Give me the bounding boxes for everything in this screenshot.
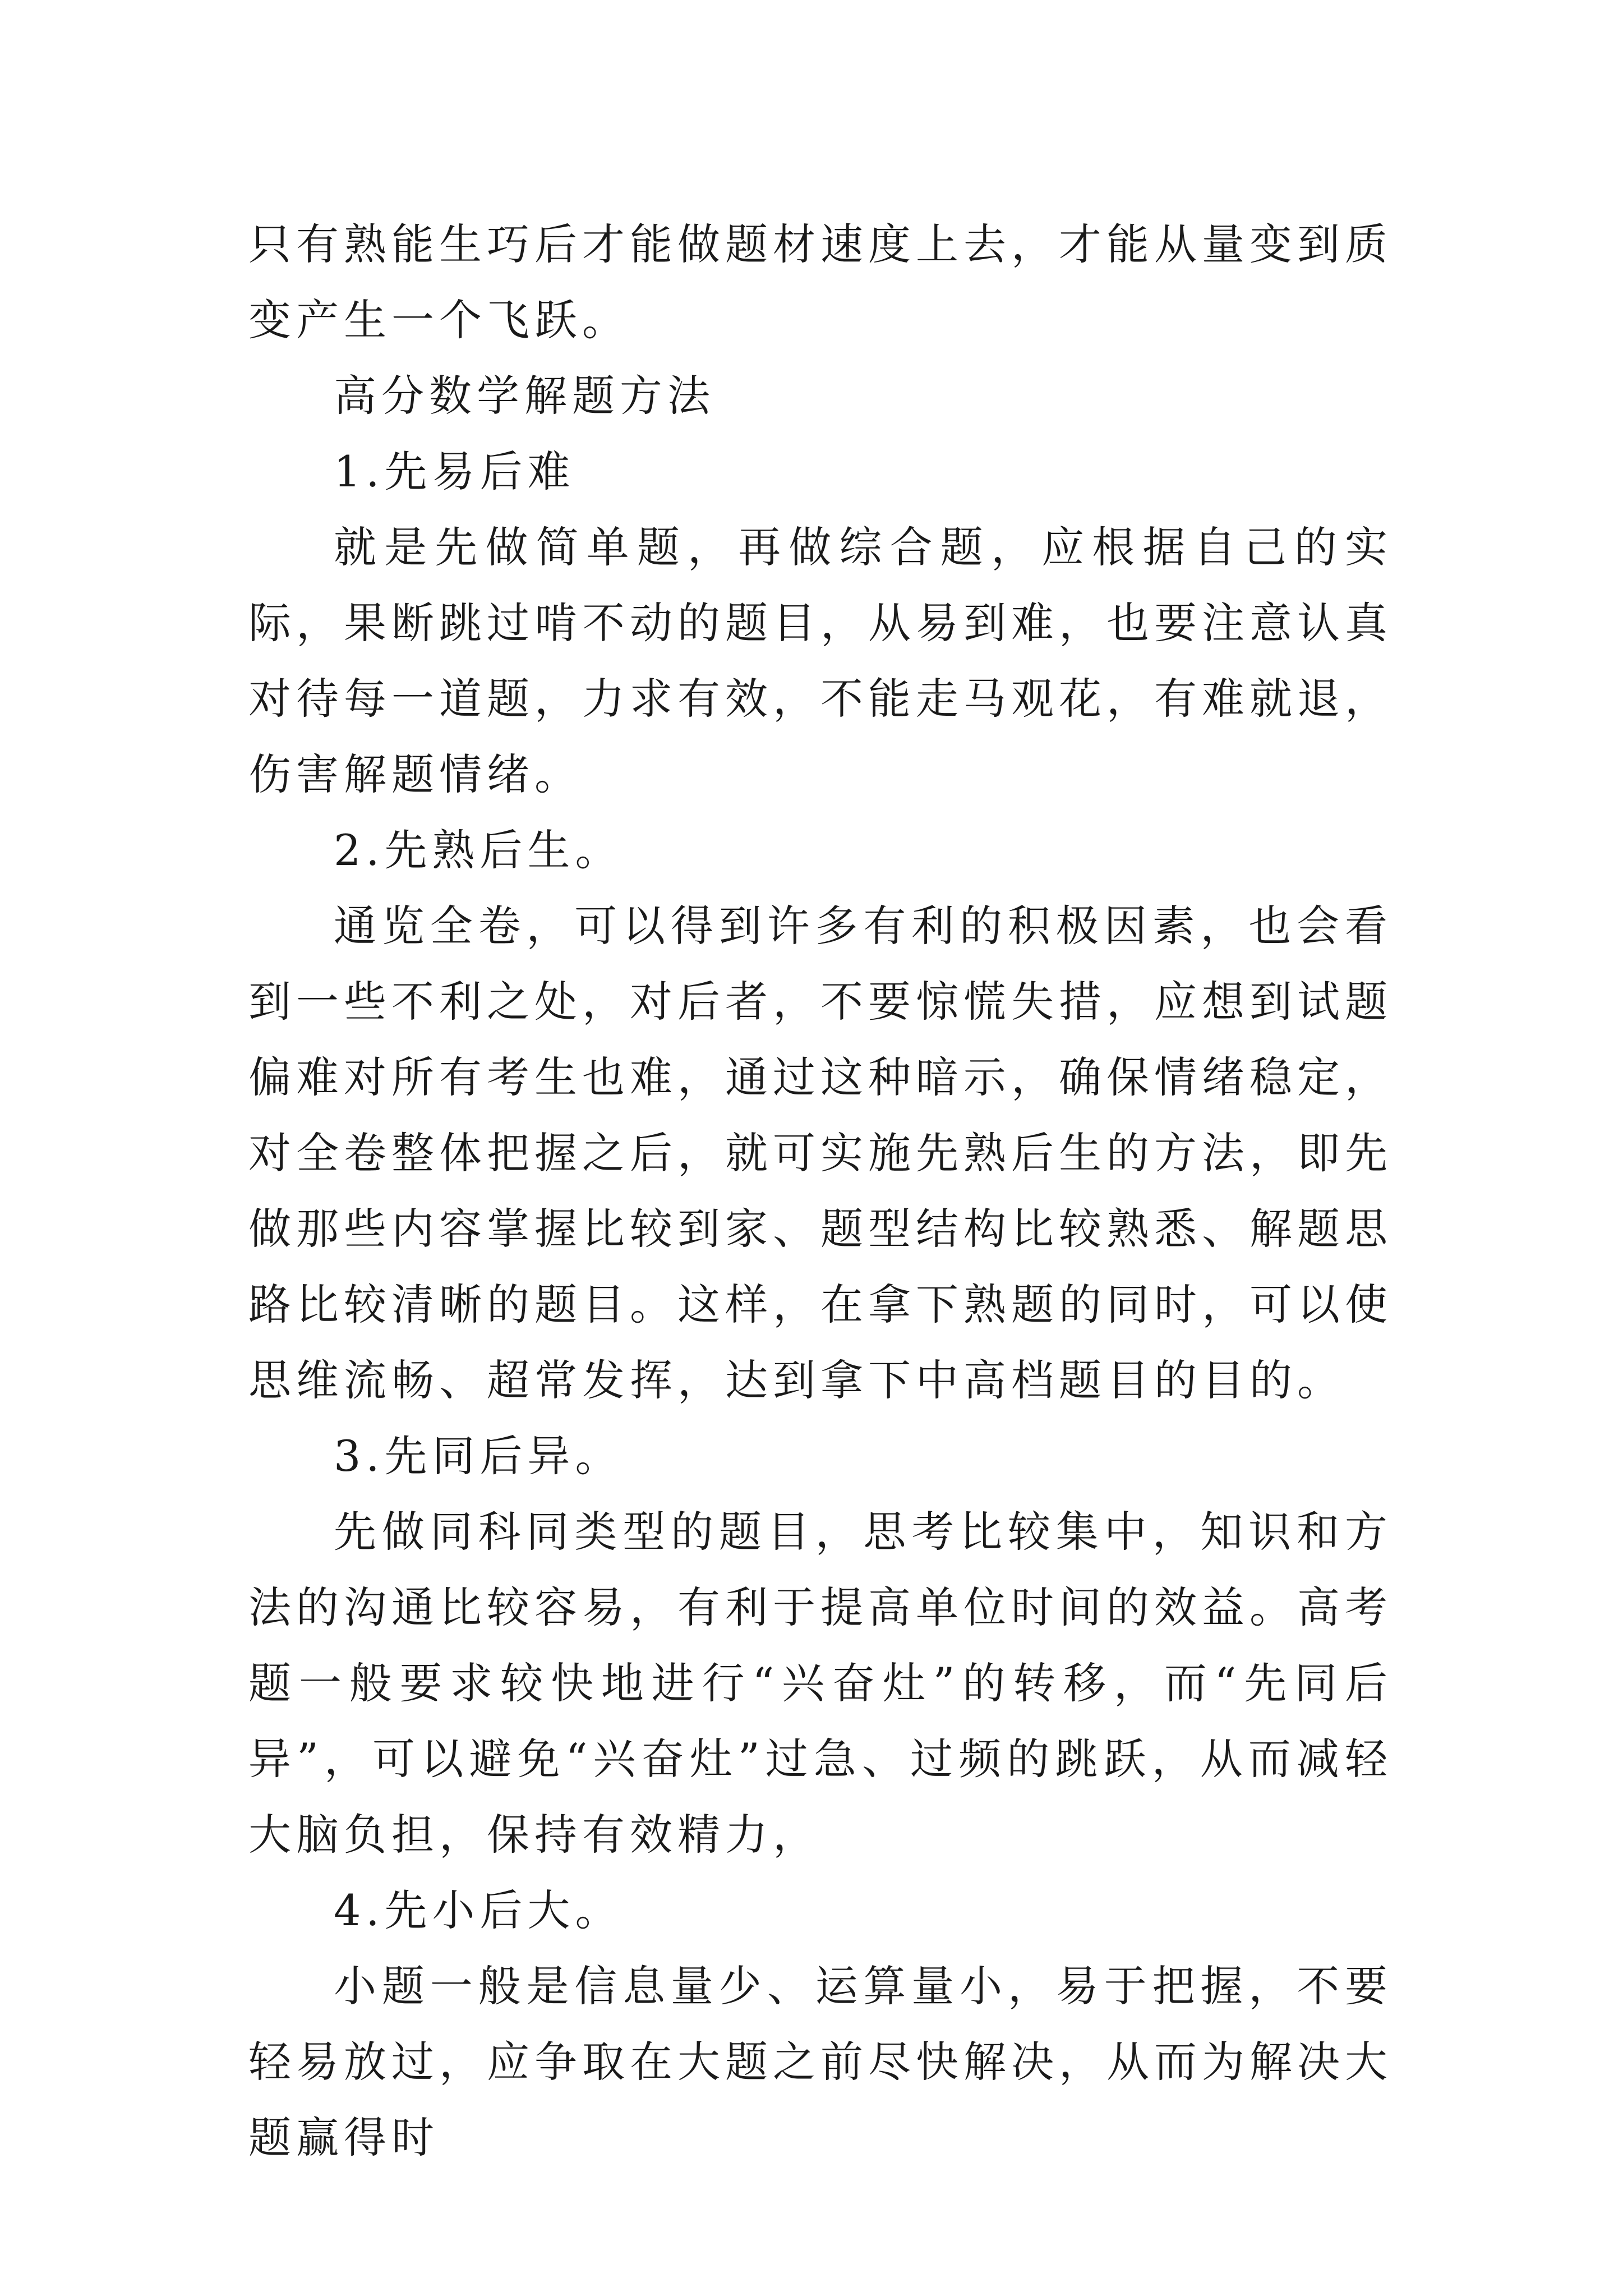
method-heading-3: 3.先同后异。	[334, 1431, 623, 1481]
method-body-3: 先做同科同类型的题目，思考比较集中，知识和方法的沟通比较容易，有利于提高单位时间的效益。高考题一般要求较快地进行“兴奋灶”的转移，而“先同后异”，可以避免“兴奋灶”过急、过频的跳跃，从而减轻大脑负担，保持有效精力，	[248, 1507, 1393, 1860]
method-body-4: 小题一般是信息量少、运算量小，易于把握，不要轻易放过，应争取在大题之前尽快解决，从而为解决大题赢得时	[248, 1961, 1393, 2162]
document-body	[248, 206, 1393, 2175]
section-title: 高分数学解题方法	[334, 371, 715, 421]
method-body-1: 就是先做简单题，再做综合题，应根据自己的实际，果断跳过啃不动的题目，从易到难，也要注意认真对待每一道题，力求有效，不能走马观花，有难就退，伤害解题情绪。	[248, 522, 1393, 799]
method-heading-4: 4.先小后大。	[334, 1885, 623, 1935]
method-heading-1: 1.先易后难	[334, 447, 575, 496]
paragraph-continued: 只有熟能生巧后才能做题材速度上去，才能从量变到质变产生一个飞跃。	[248, 219, 1393, 345]
method-body-2: 通览全卷，可以得到许多有利的积极因素，也会看到一些不利之处，对后者，不要惊慌失措，应想到试题偏难对所有考生也难，通过这种暗示，确保情绪稳定，对全卷整体把握之后，就可实施先熟后生的方法，即先做那些内容掌握比较到家、题型结构比较熟悉、解题思路比较清晰的题目。这样，在拿下熟题的同时，可以使思维流畅、超常发挥，达到拿下中高档题目的目的。	[248, 901, 1393, 1405]
method-heading-2: 2.先熟后生。	[334, 825, 623, 875]
